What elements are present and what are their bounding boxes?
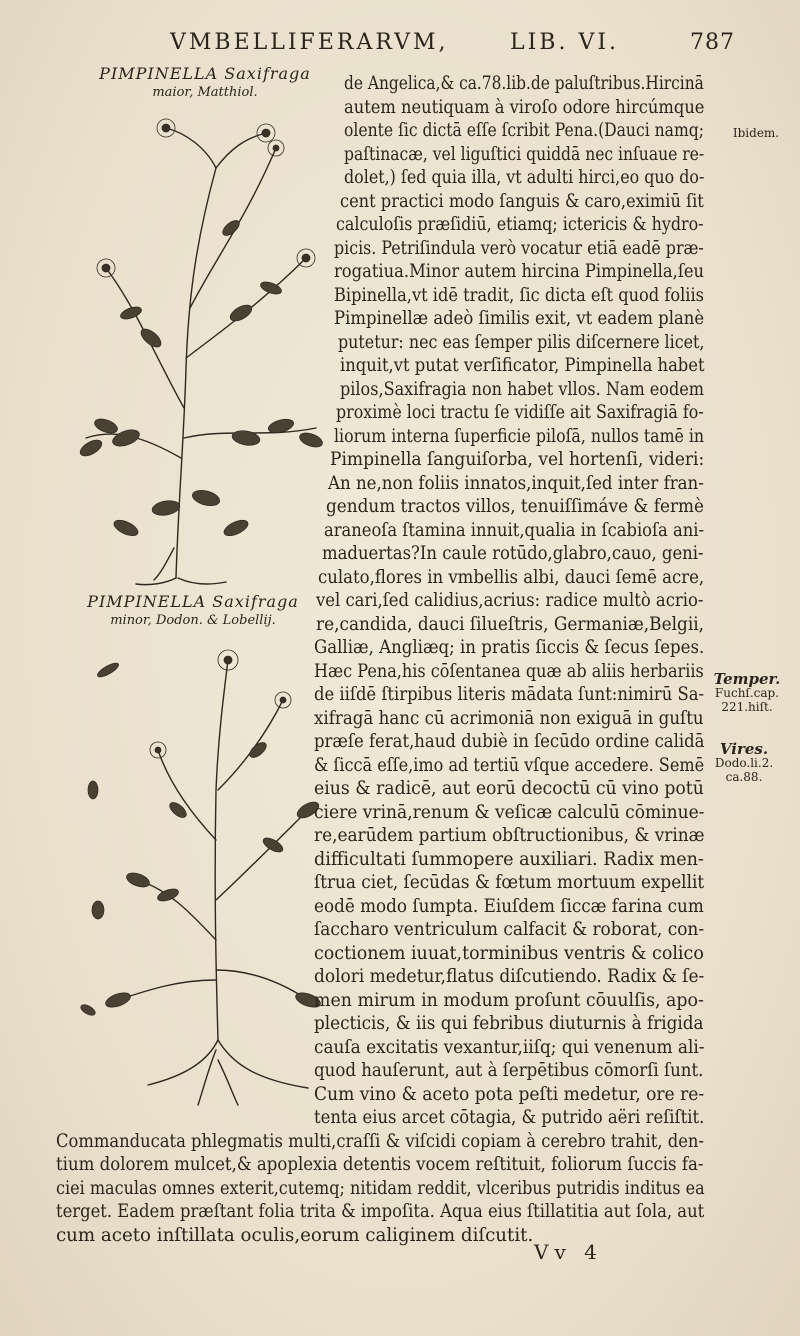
body-line: tium dolorem mulcet,& apoplexia detentis vocem reſtituit, foliorum ſuccis fa- — [56, 1154, 704, 1175]
figure-caption-2-main: PIMPINELLA Saxifraga — [87, 592, 299, 611]
marginal-note-temper — [706, 672, 788, 714]
body-line: coctionem iuuat,torminibus ventris & colico — [314, 942, 704, 964]
body-line: & ſiccā eſſe,imo ad tertiū vſque accedere. Semē — [314, 754, 705, 776]
body-line: eodē modo ſumpta. Eiuſdem ſiccæ farina cum — [314, 895, 704, 917]
figure-caption-1-main: PIMPINELLA Saxifraga — [99, 64, 311, 83]
body-line: Cum vino & aceto pota peſti medetur, ore re- — [314, 1083, 705, 1105]
body-line: gendum tractos villos, tenuiſſimáve & fermè — [326, 496, 704, 517]
body-line: de Angelica,& ca.78.lib.de paluſtribus.Hircinā — [344, 73, 704, 94]
body-line: quod hauſerunt, aut à ſerpētibus cōmorſi ſunt. — [314, 1060, 704, 1081]
marginal-note-vires — [704, 742, 784, 784]
body-line: Pimpinella ſanguiſorba, vel hortenſi, videri: — [330, 449, 705, 470]
body-line: pilos,Saxifragia non habet vllos. Nam eodem — [340, 378, 704, 400]
body-line: re,candida, dauci ſilueſtris, Germaniæ,Belgii, — [316, 613, 705, 635]
signature-mark: Vv 4 — [534, 1240, 603, 1264]
running-head-title: VMBELLIFERARVM, — [170, 30, 449, 55]
body-line: autem neutiquam à viroſo odore hircúmque — [344, 96, 705, 118]
body-line: Pimpinellæ adeò ſimilis exit, vt eadem planè — [334, 308, 705, 329]
body-line: vel cari,ſed calidius,acrius: radice multò acrio- — [316, 590, 704, 611]
marginal-note-temper-text: Fuchſ.cap. 221.hiſt. — [714, 686, 780, 714]
body-line: Galliæ, Angliæq; in pratis ſiccis & ſecus ſepes. — [314, 637, 705, 658]
body-line: dolori medetur,flatus diſcutiendo. Radix & ſe- — [314, 966, 705, 987]
marginal-note-temper-heading: Temper. — [713, 670, 781, 688]
body-line: cauſa excitatis vexantur,iiſq; qui venenum ali- — [314, 1036, 705, 1058]
body-line: liorum interna ſuperficie piloſā, nullos tamē in — [334, 425, 705, 447]
body-line: olente ſic dictā eſſe ſcribit Pena.(Dauci namq; — [344, 120, 704, 141]
body-line: picis. Petriſindula verò vocatur etiā eadē præ- — [334, 237, 704, 259]
body-line: ciere vrinā,renum & veſicæ calculū cōminue- — [314, 801, 705, 823]
figure-caption-2 — [58, 592, 328, 630]
body-line: de iiſdē ſtirpibus literis mādata ſunt:nimirū Sa- — [314, 684, 705, 705]
body-line: maduertas?In caule rotūdo,glabro,cauo, geni- — [322, 543, 704, 564]
body-line: terget. Eadem præſtant folia trita & impoſita. Aqua eius ſtillatitia aut ſola, aut — [56, 1201, 705, 1222]
body-line: An ne,non foliis innatos,inquit,ſed inter fran- — [328, 472, 704, 494]
body-line: dolet,) ſed quia illa, vt adulti hirci,eo quo do- — [344, 167, 705, 188]
body-line: præſe ferat,haud dubiè in ſecūdo ordine calidā — [314, 731, 705, 752]
plant-illustration-minor — [68, 640, 338, 1110]
body-line: Bipinella,vt idē tradit, ſic dicta eſt quod foliis — [334, 284, 704, 306]
marginal-note-vires-text: Dodo.li.2. ca.88. — [714, 756, 774, 784]
body-line: ciei maculas omnes exterit,cutemq; nitidam reddit, vlceribus putridis inditus ea — [56, 1177, 705, 1199]
body-line: xifragā hanc cū acrimoniā non exiguā in guſtu — [314, 707, 704, 729]
page-number: 787 — [690, 30, 735, 55]
marginal-note-ibidem — [720, 126, 792, 140]
body-line: paſtinacæ, vel liguſtici quiddā nec inſuaue re- — [344, 143, 705, 165]
body-line: ſtrua ciet, ſecūdas & fœtum mortuum expellit — [314, 872, 705, 893]
figure-caption-1 — [70, 64, 340, 102]
body-line: Hæc Pena,his cōſentanea quæ ab aliis herbariis — [314, 660, 704, 682]
marginal-note-ibidem-text: Ibidem. — [732, 126, 780, 140]
body-line: ſaccharo ventriculum calfacit & roborat, con- — [314, 919, 705, 940]
body-line: putetur: nec eas ſemper pilis diſcernere licet, — [338, 331, 705, 353]
body-line: proximè loci tractu ſe vidiſſe ait Saxifragiā fo- — [336, 402, 704, 423]
body-line: cum aceto inſtillata oculis,eorum caliginem diſcutit. — [56, 1224, 534, 1246]
body-line: inquit,vt putat verſificator, Pimpinella habet — [340, 355, 705, 376]
body-line: difficultati ſummopere auxiliari. Radix men- — [314, 848, 704, 870]
body-line: men mirum in modum proſunt cōuulſis, apo- — [314, 989, 704, 1011]
body-line: rogatiua.Minor autem hircina Pimpinella,ſeu — [334, 261, 705, 282]
body-line: re,earūdem partium obſtructionibus, & vrinæ — [314, 825, 705, 846]
body-line: eius & radicē, aut eorū decoctū cū vino potū — [314, 778, 704, 799]
body-line: Commanducata phlegmatis multi,craſſi & viſcidi copiam à cerebro trahit, den- — [56, 1130, 704, 1152]
body-line: araneoſa ſtamina innuit,qualia in ſcabioſa ani- — [324, 519, 704, 541]
running-head-book: LIB. VI. — [510, 30, 620, 55]
body-line: culato,flores in vmbellis albi, dauci ſemē acre, — [318, 566, 705, 588]
marginal-note-vires-heading: Vires. — [719, 740, 769, 758]
figure-caption-1-sub: maior, Matthiol. — [152, 85, 258, 100]
figure-caption-2-sub: minor, Dodon. & Lobellij. — [110, 613, 276, 628]
body-line: cent practici modo ſanguis & caro,eximiū ſit — [340, 190, 704, 212]
body-line: plecticis, & iis qui febribus diuturnis à frigida — [314, 1013, 704, 1034]
plant-illustration-major — [66, 108, 342, 588]
body-line: tenta eius arcet cōtagia, & putrido aëri reſiſtit. — [314, 1107, 705, 1128]
body-line: calculoſis præſidiū, etiamq; ictericis & hydro- — [336, 214, 704, 235]
